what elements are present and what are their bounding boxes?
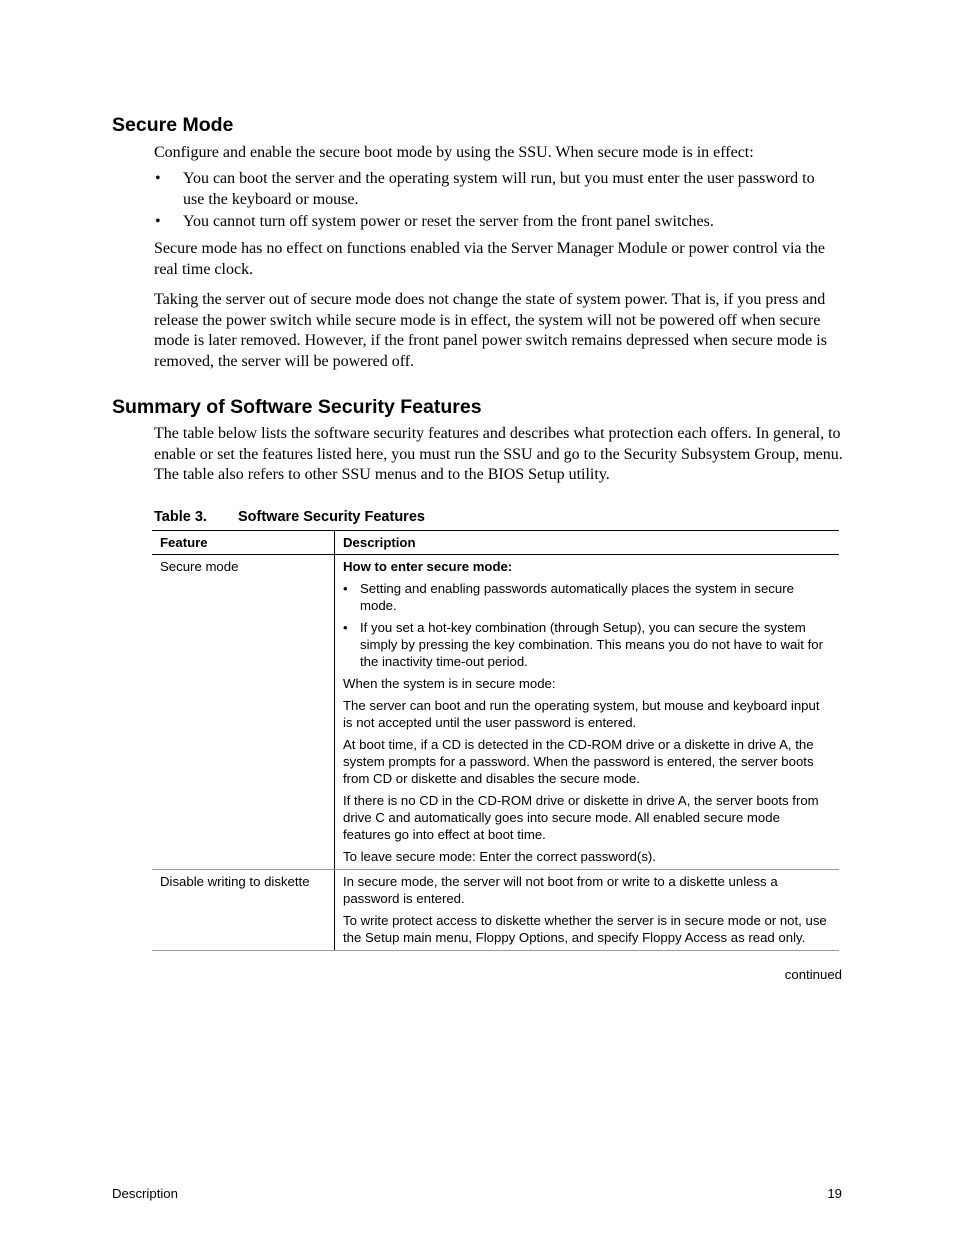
column-header-description: Description [335, 531, 840, 555]
list-item: • You cannot turn off system power or reset the server from the front panel switches. [154, 212, 834, 233]
bullet-icon: • [155, 213, 161, 230]
bullet-icon: • [155, 170, 161, 187]
bullet-icon: • [343, 620, 348, 635]
description-cell [335, 870, 840, 951]
feature-cell: Secure mode [152, 555, 335, 870]
secure-mode-para-3: Taking the server out of secure mode does not change the state of system power. That is, if you press and release the power switch while secure mode is in effect, the system will not be powered off when secure mode is later removed. However, if the front panel power switch remains depressed when secure mode is removed, the server will be powered off. [154, 291, 827, 370]
table-caption-number: Table 3. [154, 509, 207, 525]
description-paragraph: When the system is in secure mode: [343, 676, 556, 691]
how-to-enter-heading: How to enter secure mode: [343, 559, 513, 574]
footer-page-number: 19 [827, 1186, 842, 1201]
table-continued-note: continued [784, 967, 842, 982]
footer-section-name: Description [112, 1186, 178, 1201]
description-paragraph: To leave secure mode: Enter the correct password(s). [343, 849, 656, 864]
secure-mode-bullets [154, 169, 834, 235]
description-paragraph: At boot time, if a CD is detected in the CD-ROM drive or a diskette in drive A, the system prompts for a password. When the password is entered, the server boots from CD or diskette and disables the secure mode. [343, 737, 814, 786]
description-paragraph: To write protect access to diskette whether the server is in secure mode or not, use the Setup main menu, Floppy Options, and specify Floppy Access as read only. [343, 913, 827, 945]
secure-mode-para-2: Secure mode has no effect on functions enabled via the Server Manager Module or power control via the real time clock. [154, 240, 826, 278]
bullet-icon: • [343, 581, 348, 596]
list-item: • Setting and enabling passwords automatically places the system in secure mode. [343, 581, 794, 613]
section-heading-summary: Summary of Software Security Features [112, 396, 482, 418]
description-cell [335, 555, 840, 870]
secure-mode-intro: Configure and enable the secure boot mode by using the SSU. When secure mode is in effect: [154, 144, 754, 161]
how-to-enter-bullets [343, 580, 831, 670]
list-item: • If you set a hot-key combination (through Setup), you can secure the system simply by pressing the key combination. This means you do not have to wait for the inactivity time-out period. [343, 620, 824, 669]
table-row [152, 555, 839, 870]
table-row [152, 870, 839, 951]
summary-intro: The table below lists the software security features and describes what protection each offers. In general, to enable or set the features listed here, you must run the SSU and go to the Security Subsystem Group, menu. The table also refers to other SSU menus and to the BIOS Setup utility. [154, 425, 843, 483]
table-header-row [152, 531, 839, 555]
list-item: • You can boot the server and the operating system will run, but you must enter the user password to use the keyboard or mouse. [155, 170, 815, 208]
software-security-features-table [152, 530, 839, 951]
description-paragraph: In secure mode, the server will not boot from or write to a diskette unless a password is entered. [343, 874, 778, 906]
table-caption-title: Software Security Features [238, 509, 425, 525]
feature-cell: Disable writing to diskette [152, 870, 335, 951]
table-caption [154, 508, 425, 526]
description-paragraph: If there is no CD in the CD-ROM drive or diskette in drive A, the server boots from drive C and automatically goes into secure mode. All enabled secure mode features go into effect at boot time. [343, 793, 819, 842]
description-paragraph: The server can boot and run the operating system, but mouse and keyboard input is not accepted until the user password is entered. [343, 698, 820, 730]
column-header-feature: Feature [152, 531, 335, 555]
section-heading-secure-mode: Secure Mode [112, 114, 234, 136]
